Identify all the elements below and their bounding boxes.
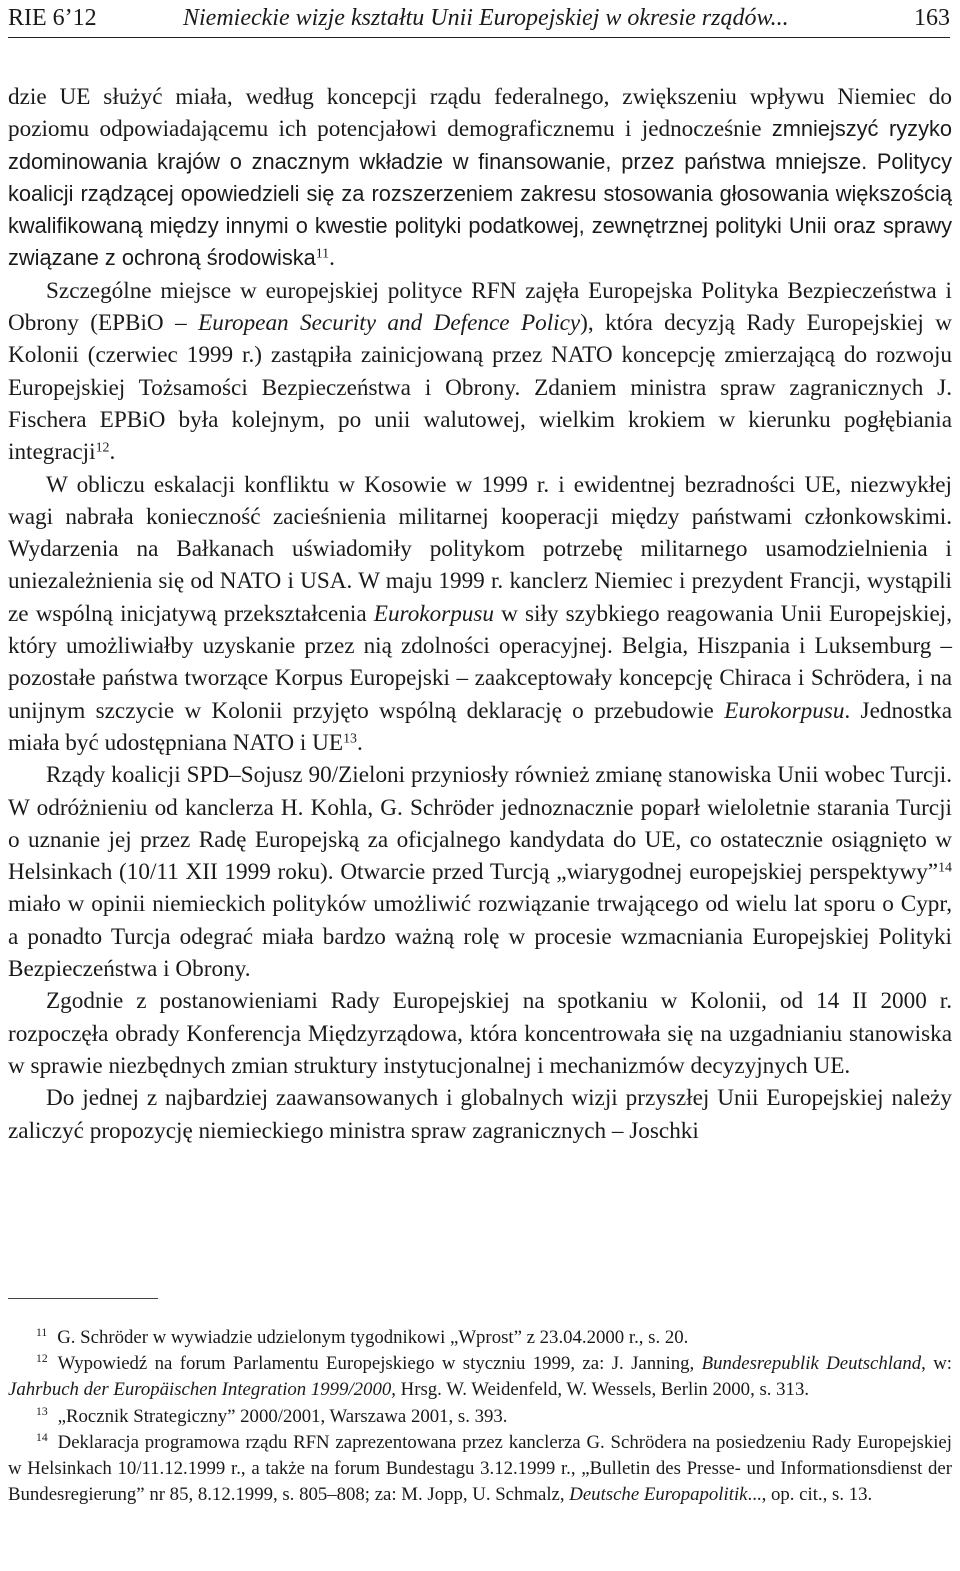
footnote-text: G. Schröder w wywiadzie udzielonym tygodnikowi „Wprost” z 23.04.2000 r., s. 20. xyxy=(57,1327,689,1348)
footnote-14 xyxy=(8,1430,952,1509)
footnote-ref-13[interactable]: 13 xyxy=(343,731,357,747)
paragraph-1 xyxy=(8,81,952,275)
footnote-text: Wypowiedź na forum Parlamentu Europejskiego w styczniu 1999, za: J. Janning, xyxy=(57,1353,702,1375)
footnote-text: Deklaracja programowa rządu RFN zaprezentowana przez kanclerza G. Schrödera na posiedzeniu Rady Europejskiej w Helsinkach 10/11.12.1999 r., a także na forum Bundestagu 3.12.1999 r., „Bulletin des Presse- und Informationsdienst der Bundesregierung” nr 85, 8.12.1999, s. 805–808; za: M. Jopp, U. Schmalz, xyxy=(8,1431,952,1506)
paragraph-6: Do jednej z najbardziej zaawansowanych i globalnych wizji przyszłej Unii Europejskiej należy zaliczyć propozycję niemieckiego ministra spraw zagranicznych – Joschki xyxy=(8,1085,952,1144)
footnote-text: ..., op. cit., s. 13. xyxy=(747,1484,873,1506)
footnote-text: , Hrsg. W. Weidenfeld, W. Wessels, Berlin 2000, s. 313. xyxy=(391,1379,810,1401)
paragraph-text: Szczególne miejsce w europejskiej polityce RFN zajęła Europejska Polityka Bezpieczeństwa i Obrony (EPBiO – xyxy=(8,277,952,337)
footnote-ref-12[interactable]: 12 xyxy=(95,440,110,456)
footnote-number: 14 xyxy=(36,1430,48,1444)
footnote-number: 11 xyxy=(36,1326,48,1340)
paragraph-text: ), która decyzją Rady Europejskiej w Kolonii (czerwiec 1999 r.) zastąpiła zainicjowaną przez NATO koncepcję zmierzającą do rozwoju Europejskiej Tożsamości Bezpieczeństwa i Obrony. Zdaniem ministra spraw zagranicznych J. Fischera EPBiO była kolejnym, po unii walutowej, wielkim krokiem w kierunku pogłębiania integracji xyxy=(8,310,953,466)
paragraph-2 xyxy=(8,275,952,469)
paragraph-text-sans: zmniejszyć ryzyko zdominowania krajów o znacznym wkładzie w finansowanie, przez państwa mniejsze. Politycy koalicji rządzącej opowiedzieli się za rozszerzeniem zakresu stosowania głosowania większością kwalifikowaną między innymi o kwestie polityki podatkowej, zewnętrznej polityki Unii oraz sprawy związane z ochroną środowiska xyxy=(8,116,952,271)
footnotes xyxy=(8,1325,952,1508)
footnote-text: , w: xyxy=(921,1353,953,1375)
footnote-ref-11[interactable]: 11 xyxy=(315,246,330,262)
paragraph-3 xyxy=(8,469,952,760)
paragraph-text: . xyxy=(329,245,335,272)
paragraph-text: . xyxy=(109,439,116,466)
paragraph-text: . Jednostka miała być udostępniana NATO i UE xyxy=(8,697,952,756)
journal-issue: RIE 6’12 xyxy=(8,5,97,31)
footnote-ref-14[interactable]: 14 xyxy=(938,860,952,876)
footnote-number: 13 xyxy=(36,1404,48,1418)
paragraph-text: Rządy koalicji SPD–Sojusz 90/Zieloni przyniosły również zmianę stanowiska Unii wobec Turcji. W odróżnieniu od kanclerza H. Kohla, G. Schröder jednoznacznie poparł wieloletnie starania Turcji o uznanie jej przez Radę Europejską za oficjalnego kandydata do UE, co ostatecznie osiągnięto w Helsinkach (10/11 XII 1999 roku). Otwarcie przed Turcją „wiarygodnej europejskiej perspektywy” xyxy=(8,762,952,886)
footnote-12 xyxy=(8,1351,952,1403)
italic-title: Bundesrepublik Deutschland xyxy=(701,1353,922,1375)
footnote-number: 12 xyxy=(36,1352,48,1366)
paragraph-text: miało w opinii niemieckich polityków umożliwić rozwiązanie trwającego od wielu lat sporu o Cypr, a ponadto Turcja odegrać miała bardzo ważną rolę w procesie wzmacniania Europejskiej Polityki Bezpieczeństwa i Obrony. xyxy=(8,891,952,983)
footnote-text: „Rocznik Strategiczny” 2000/2001, Warszawa 2001, s. 393. xyxy=(57,1405,508,1427)
italic-title: Deutsche Europapolitik xyxy=(569,1484,748,1506)
paragraph-5: Zgodnie z postanowieniami Rady Europejskiej na spotkaniu w Kolonii, od 14 II 2000 r. rozpoczęła obrady Konferencja Międzyrządowa, która koncentrowała się na uzgadnianiu stanowiska w sprawie niezbędnych zmian struktury instytucjonalnej i mechanizmów decyzyjnych UE. xyxy=(8,988,952,1079)
paragraph-text: W obliczu eskalacji konfliktu w Kosowie w 1999 r. i ewidentnej bezradności UE, niezwykłej wagi nabrała konieczność zacieśnienia militarnej kooperacji między państwami członkowskimi. Wydarzenia na Bałkanach uświadomiły politykom potrzebę militarnego usamodzielnienia i uniezależnienia się od NATO i USA. W maju 1999 r. kanclerz Niemiec i prezydent Francji, wystąpili ze wspólną inicjatywą przekształcenia xyxy=(8,471,952,627)
article-body xyxy=(8,81,952,1147)
italic-title: Jahrbuch der Europäischen Integration 1999/2000 xyxy=(8,1379,392,1401)
paragraph-text: w siły szybkiego reagowania Unii Europejskiej, który umożliwiałby uzyskanie przez nią zdolności operacyjnej. Belgia, Hiszpania i Luksemburg – pozostałe państwa tworzące Korpus Europejski – zaakceptowały koncepcję Chiraca i Schrödera, i na unijnym szczycie w Kolonii przyjęto wspólną deklarację o przebudowie xyxy=(8,600,952,724)
running-title: Niemieckie wizje kształtu Unii Europejskiej w okresie rządów... xyxy=(183,5,789,31)
footnote-divider xyxy=(8,1298,158,1299)
page-number: 163 xyxy=(914,5,950,31)
paragraph-4 xyxy=(8,759,952,985)
footnote-13 xyxy=(8,1404,952,1430)
italic-term: European Security and Defence Policy xyxy=(198,310,581,337)
italic-term: Eurokorpusu xyxy=(373,600,495,627)
footnote-11 xyxy=(8,1325,952,1351)
paragraph-text: . xyxy=(356,729,363,756)
header-divider xyxy=(8,37,950,38)
paragraph-text: dzie UE służyć miała, według koncepcji rządu federalnego, zwiększeniu wpływu Niemiec do poziomu odpowiadającemu ich potencjałowi demograficznemu i jednocześnie xyxy=(8,84,952,143)
running-head xyxy=(8,0,950,36)
italic-term: Eurokorpusu xyxy=(724,697,845,724)
